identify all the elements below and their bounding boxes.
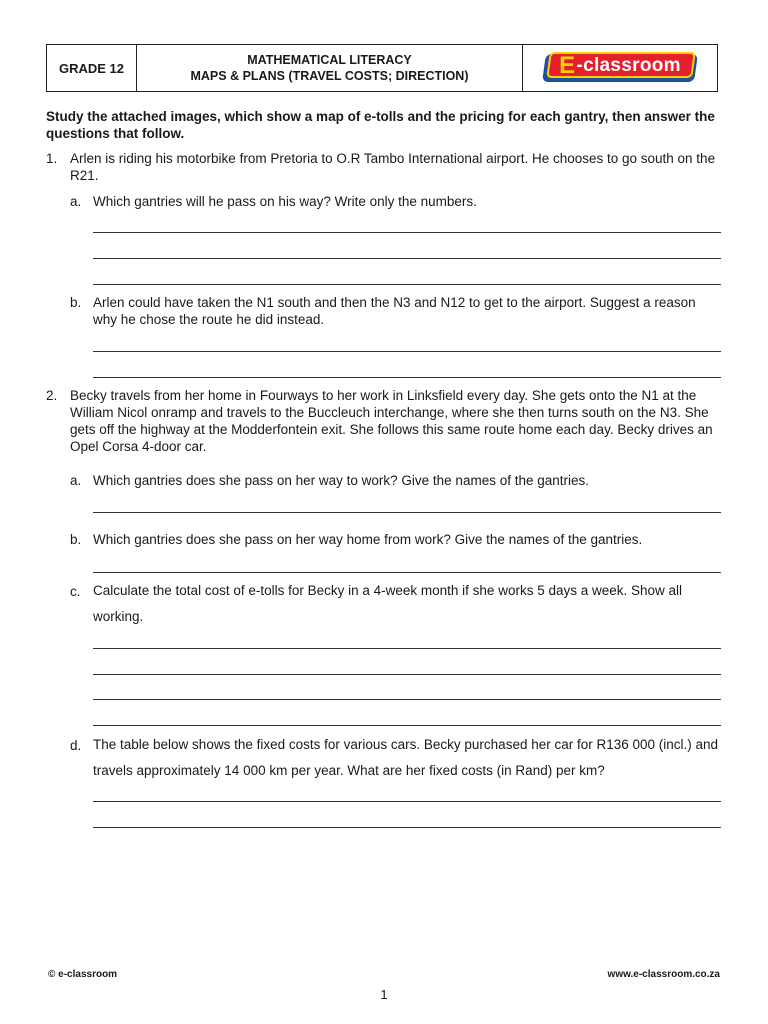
question-2a-text: Which gantries does she pass on her way to work? Give the names of the gantries. bbox=[93, 473, 590, 488]
page-number: 1 bbox=[380, 987, 388, 1002]
instructions: Study the attached images, which show a map of e-tolls and the pricing for each gantry, then answer the questions that follow. bbox=[46, 109, 715, 141]
question-1-text: Arlen is riding his motorbike from Pretoria to O.R Tambo International airport. He chooses to go south on the R21. bbox=[70, 151, 716, 183]
question-2b-text: Which gantries does she pass on her way home from work? Give the names of the gantries. bbox=[93, 532, 643, 547]
answer-line[interactable] bbox=[93, 512, 721, 513]
answer-line[interactable] bbox=[93, 232, 721, 233]
topic-title: MAPS & PLANS (TRAVEL COSTS; DIRECTION) bbox=[190, 69, 469, 83]
website-link[interactable]: www.e-classroom.co.za bbox=[607, 969, 720, 980]
worksheet-title bbox=[137, 45, 523, 91]
answer-line[interactable] bbox=[93, 572, 721, 573]
question-2d-text: The table below shows the fixed costs for various cars. Becky purchased her car for R136 000 (incl.) and travels approximately 14 000 km per year. What are her fixed costs (in Rand) per km? bbox=[93, 737, 719, 778]
question-2c-label: c. bbox=[70, 584, 81, 599]
answer-line[interactable] bbox=[93, 377, 721, 378]
question-2-text: Becky travels from her home in Fourways to her work in Linksfield every day. She gets onto the N1 at the William Nicol onramp and travels to the Buccleuch interchange, where she then turns south on the N3. She gets off the highway at the Modderfontein exit. She follows this same route home each day. Becky drives an Opel Corsa 4-door car. bbox=[70, 388, 713, 454]
question-1a-label: a. bbox=[70, 194, 82, 209]
question-1-number: 1. bbox=[46, 151, 58, 166]
question-2a-label: a. bbox=[70, 473, 82, 488]
question-1a-text: Which gantries will he pass on his way? Write only the numbers. bbox=[93, 194, 477, 209]
question-1b-label: b. bbox=[70, 295, 82, 310]
answer-line[interactable] bbox=[93, 725, 721, 726]
e-classroom-logo: E -classroom bbox=[540, 51, 700, 85]
worksheet-header bbox=[46, 44, 718, 92]
answer-line[interactable] bbox=[93, 801, 721, 802]
logo-cell bbox=[523, 45, 717, 91]
answer-line[interactable] bbox=[93, 258, 721, 259]
answer-line[interactable] bbox=[93, 699, 721, 700]
question-2c-text: Calculate the total cost of e-tolls for Becky in a 4-week month if she works 5 days a week. Show all working. bbox=[93, 583, 683, 624]
question-2b-label: b. bbox=[70, 532, 82, 547]
answer-line[interactable] bbox=[93, 351, 721, 352]
grade-label: GRADE 12 bbox=[47, 45, 137, 91]
answer-line[interactable] bbox=[93, 648, 721, 649]
copyright-notice: © e-classroom bbox=[48, 969, 118, 980]
question-2d-label: d. bbox=[70, 738, 82, 753]
subject-title: MATHEMATICAL LITERACY bbox=[247, 53, 412, 67]
answer-line[interactable] bbox=[93, 284, 721, 285]
question-2-number: 2. bbox=[46, 388, 58, 403]
answer-line[interactable] bbox=[93, 827, 721, 828]
question-1b-text: Arlen could have taken the N1 south and then the N3 and N12 to get to the airport. Suggest a reason why he chose the route he did instead. bbox=[93, 295, 696, 327]
answer-line[interactable] bbox=[93, 674, 721, 675]
